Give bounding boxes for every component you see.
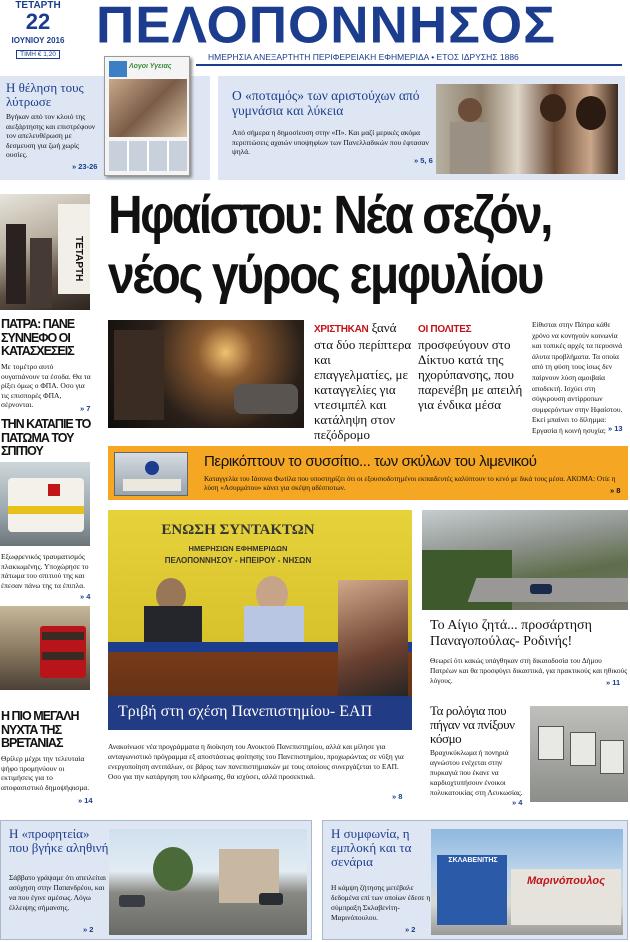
banner-text: Καταγγελία του Ιάσονα Φωτίλα που υποστηρίζει ότι οι εξουσιοδοτημένοι εκπαιδευτές καλύπτουν το κενό με δικά τους μέσα. ΑΚΟΜΑ: Οτίε η λύση «Ασυρμάτου» κάνει για σκέψη αδέσποτων. bbox=[204, 475, 616, 492]
teaser-ref: » 23-26 bbox=[72, 162, 98, 171]
ambulance-stripe bbox=[8, 506, 84, 514]
teaser-title: Η συμφωνία, η εμπλοκή και τα σενάρια bbox=[331, 826, 412, 869]
speaker-right-body bbox=[244, 606, 304, 646]
store-sign-2: Μαρινόπουλος bbox=[527, 875, 605, 887]
road-photo bbox=[422, 510, 628, 610]
lead-column-1 bbox=[314, 320, 412, 442]
car-shape bbox=[234, 384, 298, 414]
lead-headline-2: νέος γύρος εμφυλίου bbox=[108, 246, 543, 306]
banner-box[interactable] bbox=[108, 446, 628, 500]
lead-text: προσφεύγουν στο Δίκτυο κατά της ηχορύπανσης, που παρενέβη με απειλή για ένδικα μέσα bbox=[418, 337, 523, 412]
price-tag: ΤΙΜΗ € 1,20 bbox=[16, 50, 60, 59]
magazine-strip bbox=[109, 141, 187, 171]
person-figure bbox=[576, 96, 606, 130]
issue-day: ΤΕΤΑΡΤΗ bbox=[15, 0, 61, 11]
newspaper-title: ΠΕΛΟΠΟΝΝΗΣΟΣ bbox=[96, 0, 556, 55]
street-photo bbox=[109, 829, 307, 935]
car-shape bbox=[119, 895, 145, 907]
lead-kicker: ΟΙ ΠΟΛΙΤΕΣ bbox=[418, 324, 472, 335]
plaque bbox=[123, 479, 181, 491]
press-text: Ανακοίνωσε νέα προγράμματα η διοίκηση του Ανοικτού Πανεπιστημίου, αλλά και μίλησε για ανταγωνιστικό πρόγραμμα εξ αποστάσεως φοίτησης του Πανεπιστημίου, προχωρώντας σε νύξη για ενεργοποίηση αντιπάλων, σε βάρος των πανεπιστημιακών με τους οποίους συνεργάζεται το ΕΑΠ. Οσο για την κατάργηση του κλήρωσης, θα ισχύσει, αλλά προσεκτικά. bbox=[108, 742, 404, 781]
right-story-text: Θεωρεί ότι κακώς υπάγθηκαν στη δικαιοδοσία του Δήμου Πατρέων και θα προσφύγει δικαστικά, για πρακτικούς και ηθικούς λόγους. bbox=[430, 656, 628, 685]
teaser-ref: » 2 bbox=[83, 925, 94, 934]
teaser-title: Ο «ποταμός» των αριστούχων από γυμνάσια και λύκεια bbox=[232, 88, 420, 118]
banner-ref: » 8 bbox=[610, 486, 621, 495]
lead-text: Είθισται στην Πάτρα κάθε χρόνο να κυνηγούν κοινωνία και τοπικές αρχές τα περυσινά άλυτα προβλήματα. Τα οποία από τη φύση τους ίσως δεν παίρνουν λύση αμοιβαία αποδεκτή. Ισχύει στη σύγκρουση αντίρροπων συμφερόντων στην Ηφαίστου. Εκεί μπαίνει το δίλημμα: Εργασία ή κοινή ησυχία; bbox=[532, 320, 623, 435]
teaser-text: Από σήμερα η δημοσίευση στην «Π». Και μαζί μερικές ακόμα περιπτώσεις αχαιών υποψηφίων των Πανελλαδικών που έφτασαν ψηλά. bbox=[232, 128, 429, 156]
side-story-title: ΤΗΝ ΚΑΤΑΠΙΕ ΤΟ ΠΑΤΩΜΑ ΤΟΥ ΣΠΙΤΙΟΥ bbox=[1, 417, 91, 458]
bottom-right-teaser[interactable] bbox=[322, 820, 628, 940]
right-story-title: Το Αίγιο ζητά... προσάρτηση Παναγοπούλας- Ροδινής! bbox=[430, 618, 592, 649]
sign-label: ΤΕΤΑΡΤΗ bbox=[73, 236, 84, 282]
person-figure bbox=[450, 122, 490, 174]
lead-text: στα δύο περίπτερα και επαγγελματίες, με καταγγελίες για ντεσιμπέλ και κατάληψη στον πεζόδρομο bbox=[314, 337, 412, 442]
teaser-title: Η θέληση τους λύτρωσε bbox=[6, 80, 84, 109]
person-figure bbox=[458, 98, 482, 122]
clocks-title: Τα ρολόγια που πήγαν να πνίξουν κόσμο bbox=[430, 703, 515, 746]
top-right-teaser[interactable] bbox=[218, 76, 625, 180]
lead-headline-1: Ηφαίστου: Νέα σεζόν, bbox=[108, 186, 551, 246]
lead-ref: » 13 bbox=[608, 424, 623, 433]
speaker-left-body bbox=[144, 606, 202, 646]
teaser-text: Σάββατο γράψαμε ότι απειλείται ασύχηση στην Παπανδρέου, και να που έγινε αμέσως. Λόγω έλλειψης σήμανσης. bbox=[9, 873, 107, 912]
masthead-rule bbox=[196, 64, 622, 66]
night-street-photo bbox=[108, 320, 304, 428]
store-sign-1: ΣΚΛΑΒΕΝΙΤΗΣ bbox=[448, 857, 498, 864]
lead-kicker: ΧΡΙΣΤΗΚΑΝ bbox=[314, 324, 369, 335]
magazine-cover bbox=[104, 56, 190, 176]
press-conference-photo bbox=[108, 510, 412, 730]
right-story-ref: » 11 bbox=[606, 678, 621, 687]
sign-line-2: ΗΜΕΡΗΣΙΩΝ ΕΦΗΜΕΡΙΔΩΝ bbox=[188, 544, 288, 553]
magazine-photo bbox=[109, 79, 187, 137]
bottom-left-teaser[interactable] bbox=[0, 820, 312, 940]
tagline: ΗΜΕΡΗΣΙΑ ΑΝΕΞΑΡΤΗΤΗ ΠΕΡΙΦΕΡΕΙΑΚΗ ΕΦΗΜΕΡΙΔΑ • ΕΤΟΣ ΙΔΡΥΣΗΣ 1886 bbox=[208, 52, 519, 62]
meter-box bbox=[600, 740, 624, 774]
press-caption: Τριβή στη σχέση Πανεπιστημίου- ΕΑΠ bbox=[118, 703, 373, 720]
side-story-text: Θρίλερ μέχρι την τελευταία ψήφο προμηνύουν οι εκτιμήσεις για το αποφασιστικό δημοψήφισμα. bbox=[1, 754, 90, 792]
teaser-text: Η κάμψη ζήτησης μετέβαλε δεδομένα επί των οποίων έδεσε η σύμπραξη Σκλαβενίτη- Μαρινόπουλου. bbox=[331, 883, 431, 922]
students-photo bbox=[436, 84, 618, 174]
person-figure bbox=[540, 94, 566, 122]
magazine-logo-icon bbox=[109, 61, 127, 77]
car-shape bbox=[259, 893, 283, 905]
side-story-text: Εξωφρενικός τραυματισμός πλακιωμένης. Υποχώρησε το πάτωμα του σπιτιού της και έπεσαν πάνω της τα έπιπλα. bbox=[1, 552, 89, 590]
meter-box bbox=[538, 726, 564, 760]
car-shape bbox=[530, 584, 552, 594]
side-photo bbox=[0, 194, 90, 310]
emblem-icon bbox=[145, 461, 159, 475]
store-building bbox=[437, 855, 507, 925]
side-story-ref: » 14 bbox=[78, 796, 93, 805]
meters-photo bbox=[530, 706, 628, 802]
teaser-title: Η «προφητεία» που βγήκε αληθινή bbox=[9, 826, 109, 855]
bus-windows bbox=[42, 632, 84, 640]
ambulance-photo bbox=[0, 462, 90, 546]
teaser-text: Βγήκαν από τον κλοιό της αιεξάρτησης και επιστρέφουν τον απελευθέρωση με δεσμευση για ζωή χωρίς ουσίες. bbox=[6, 112, 96, 159]
crowd-figure bbox=[6, 224, 26, 304]
teaser-ref: » 2 bbox=[405, 925, 416, 934]
sign-line-1: ΕΝΩΣΗ ΣΥΝΤΑΚΤΩΝ bbox=[161, 522, 315, 538]
magazine-label: Λογοι Υγειας bbox=[129, 63, 172, 70]
camera-arm bbox=[338, 580, 408, 700]
side-story-text: Με τομέτρο αυτό ουγαπιάνουν τα έσοδα. Θα τα ρίξει όμως ο ΦΠΑ. Οσο για τις επισπορές ΦΠΑ, σέρνονται. bbox=[1, 362, 91, 410]
side-story-title: ΠΑΤΡΑ: ΠΑΝΕ ΣΥΝΝΕΦΟ ΟΙ ΚΑΤΑΣΧΕΣΕΙΣ bbox=[1, 317, 75, 358]
supermarket-photo bbox=[431, 829, 623, 935]
lead-column-3 bbox=[532, 320, 628, 437]
banner-title: Περικόπτουν το συσσίτιο... των σκύλων του λιμενικού bbox=[204, 453, 537, 470]
crowd-figure bbox=[30, 238, 52, 308]
building-shape bbox=[114, 330, 164, 420]
sign-line-3: ΠΕΛΟΠΟΝΝΗΣΟΥ - ΗΠΕΙΡΟΥ - ΝΗΣΩΝ bbox=[164, 556, 312, 565]
ambulance-body bbox=[8, 478, 84, 532]
lead-column-2 bbox=[418, 320, 524, 412]
side-story-title: Η ΠΙΟ ΜΕΓΑΛΗ ΝΥΧΤΑ ΤΗΣ ΒΡΕΤΑΝΙΑΣ bbox=[1, 709, 79, 750]
ambulance-cross bbox=[48, 484, 60, 496]
side-story-ref: » 4 bbox=[80, 592, 91, 601]
side-story-ref: » 7 bbox=[80, 404, 91, 413]
lead-first-word: ξανά bbox=[371, 320, 397, 335]
bus-windows bbox=[42, 652, 84, 660]
teaser-ref: » 5, 6 bbox=[414, 156, 433, 165]
clocks-text: Βραχυκύκλωμα ή πονηριά αγνώστου ενέχεται στην πυρκαγιά που έκανε να καρδιοχτυπήσουν ένοικοι πολυκατοικίας στη Λευκωσίας. bbox=[430, 748, 523, 797]
issue-month: ΙΟΥΝΙΟΥ 2016 bbox=[11, 36, 65, 45]
issue-date: 22 bbox=[25, 9, 51, 34]
press-ref: » 8 bbox=[392, 792, 403, 801]
meter-box bbox=[570, 732, 596, 766]
coast-guard-photo bbox=[114, 452, 188, 496]
top-left-teaser[interactable] bbox=[0, 63, 210, 180]
london-photo bbox=[0, 606, 90, 690]
clocks-ref: » 4 bbox=[512, 798, 523, 807]
masthead bbox=[0, 0, 630, 74]
tree-shape bbox=[153, 847, 193, 891]
